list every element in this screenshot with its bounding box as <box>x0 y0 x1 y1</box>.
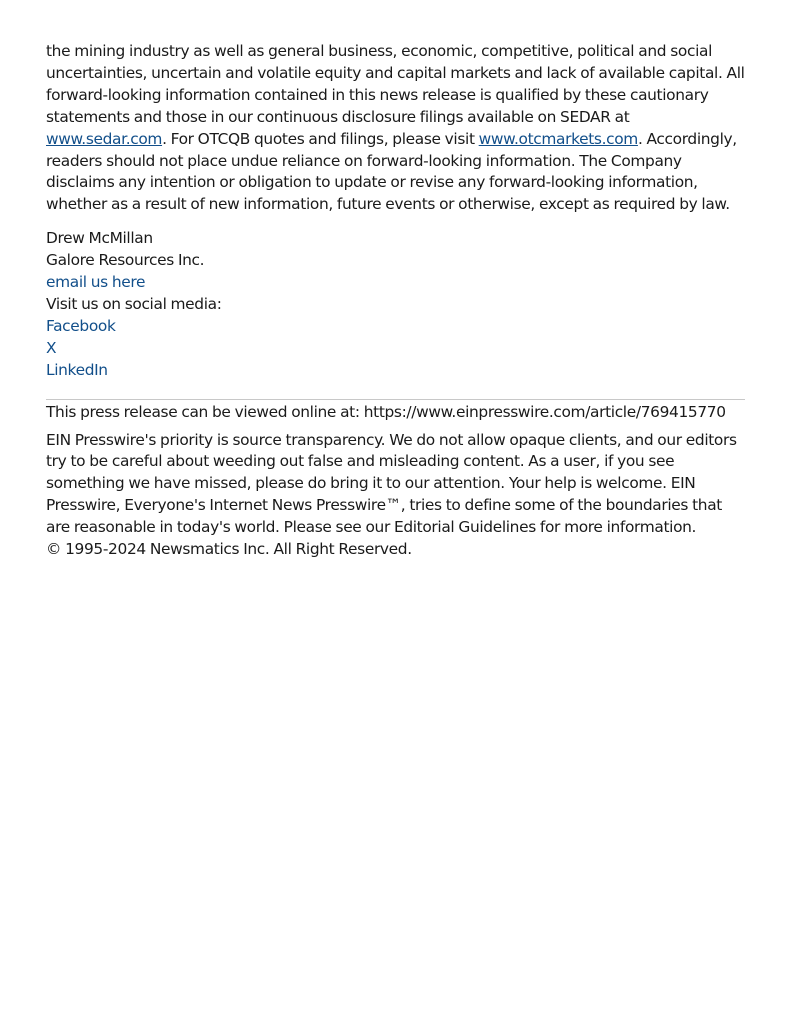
email-link[interactable]: email us here <box>46 273 146 292</box>
social-heading: Visit us on social media: <box>46 294 222 313</box>
linkedin-link[interactable]: LinkedIn <box>46 360 108 379</box>
otcmarkets-link[interactable]: www.otcmarkets.com <box>478 129 638 148</box>
forward-looking-disclaimer <box>46 41 746 216</box>
disclaimer-text-3: . Accordingly, readers should not place undue reliance on forward-looking information. The Company disclaims any intention or obligation to update or revise any forward-looking information, whether as a result of new information, future events or otherwise, except as required by law. <box>46 129 737 214</box>
sedar-link[interactable]: www.sedar.com <box>46 129 163 148</box>
copyright-line: © 1995-2024 Newsmatics Inc. All Right Reserved. <box>46 540 412 559</box>
online-url-line: This press release can be viewed online at: https://www.einpresswire.com/article/769415770 <box>46 402 726 421</box>
facebook-link[interactable]: Facebook <box>46 316 116 335</box>
contact-name: Drew McMillan <box>46 229 153 248</box>
disclaimer-text-2: . For OTCQB quotes and filings, please visit <box>162 129 479 148</box>
disclaimer-text-1: the mining industry as well as general business, economic, competitive, political and social uncertainties, uncertain and volatile equity and capital markets and lack of available capital. All forward-looking information contained in this news release is qualified by these cautionary statements and those in our continuous disclosure filings available on SEDAR at <box>46 42 745 126</box>
source-transparency-note: EIN Presswire's priority is source transparency. We do not allow opaque clients, and our editors try to be careful about weeding out false and misleading content. As a user, if you see something we have missed, please do bring it to our attention. Your help is welcome. EIN Presswire, Everyone's Internet News Presswire™, tries to define some of the boundaries that are reasonable in today's world. Please see our Editorial Guidelines for more information. <box>46 430 737 537</box>
x-link[interactable]: X <box>46 338 57 357</box>
footer-divider <box>46 399 745 400</box>
contact-company: Galore Resources Inc. <box>46 251 205 270</box>
contact-block <box>46 228 745 381</box>
